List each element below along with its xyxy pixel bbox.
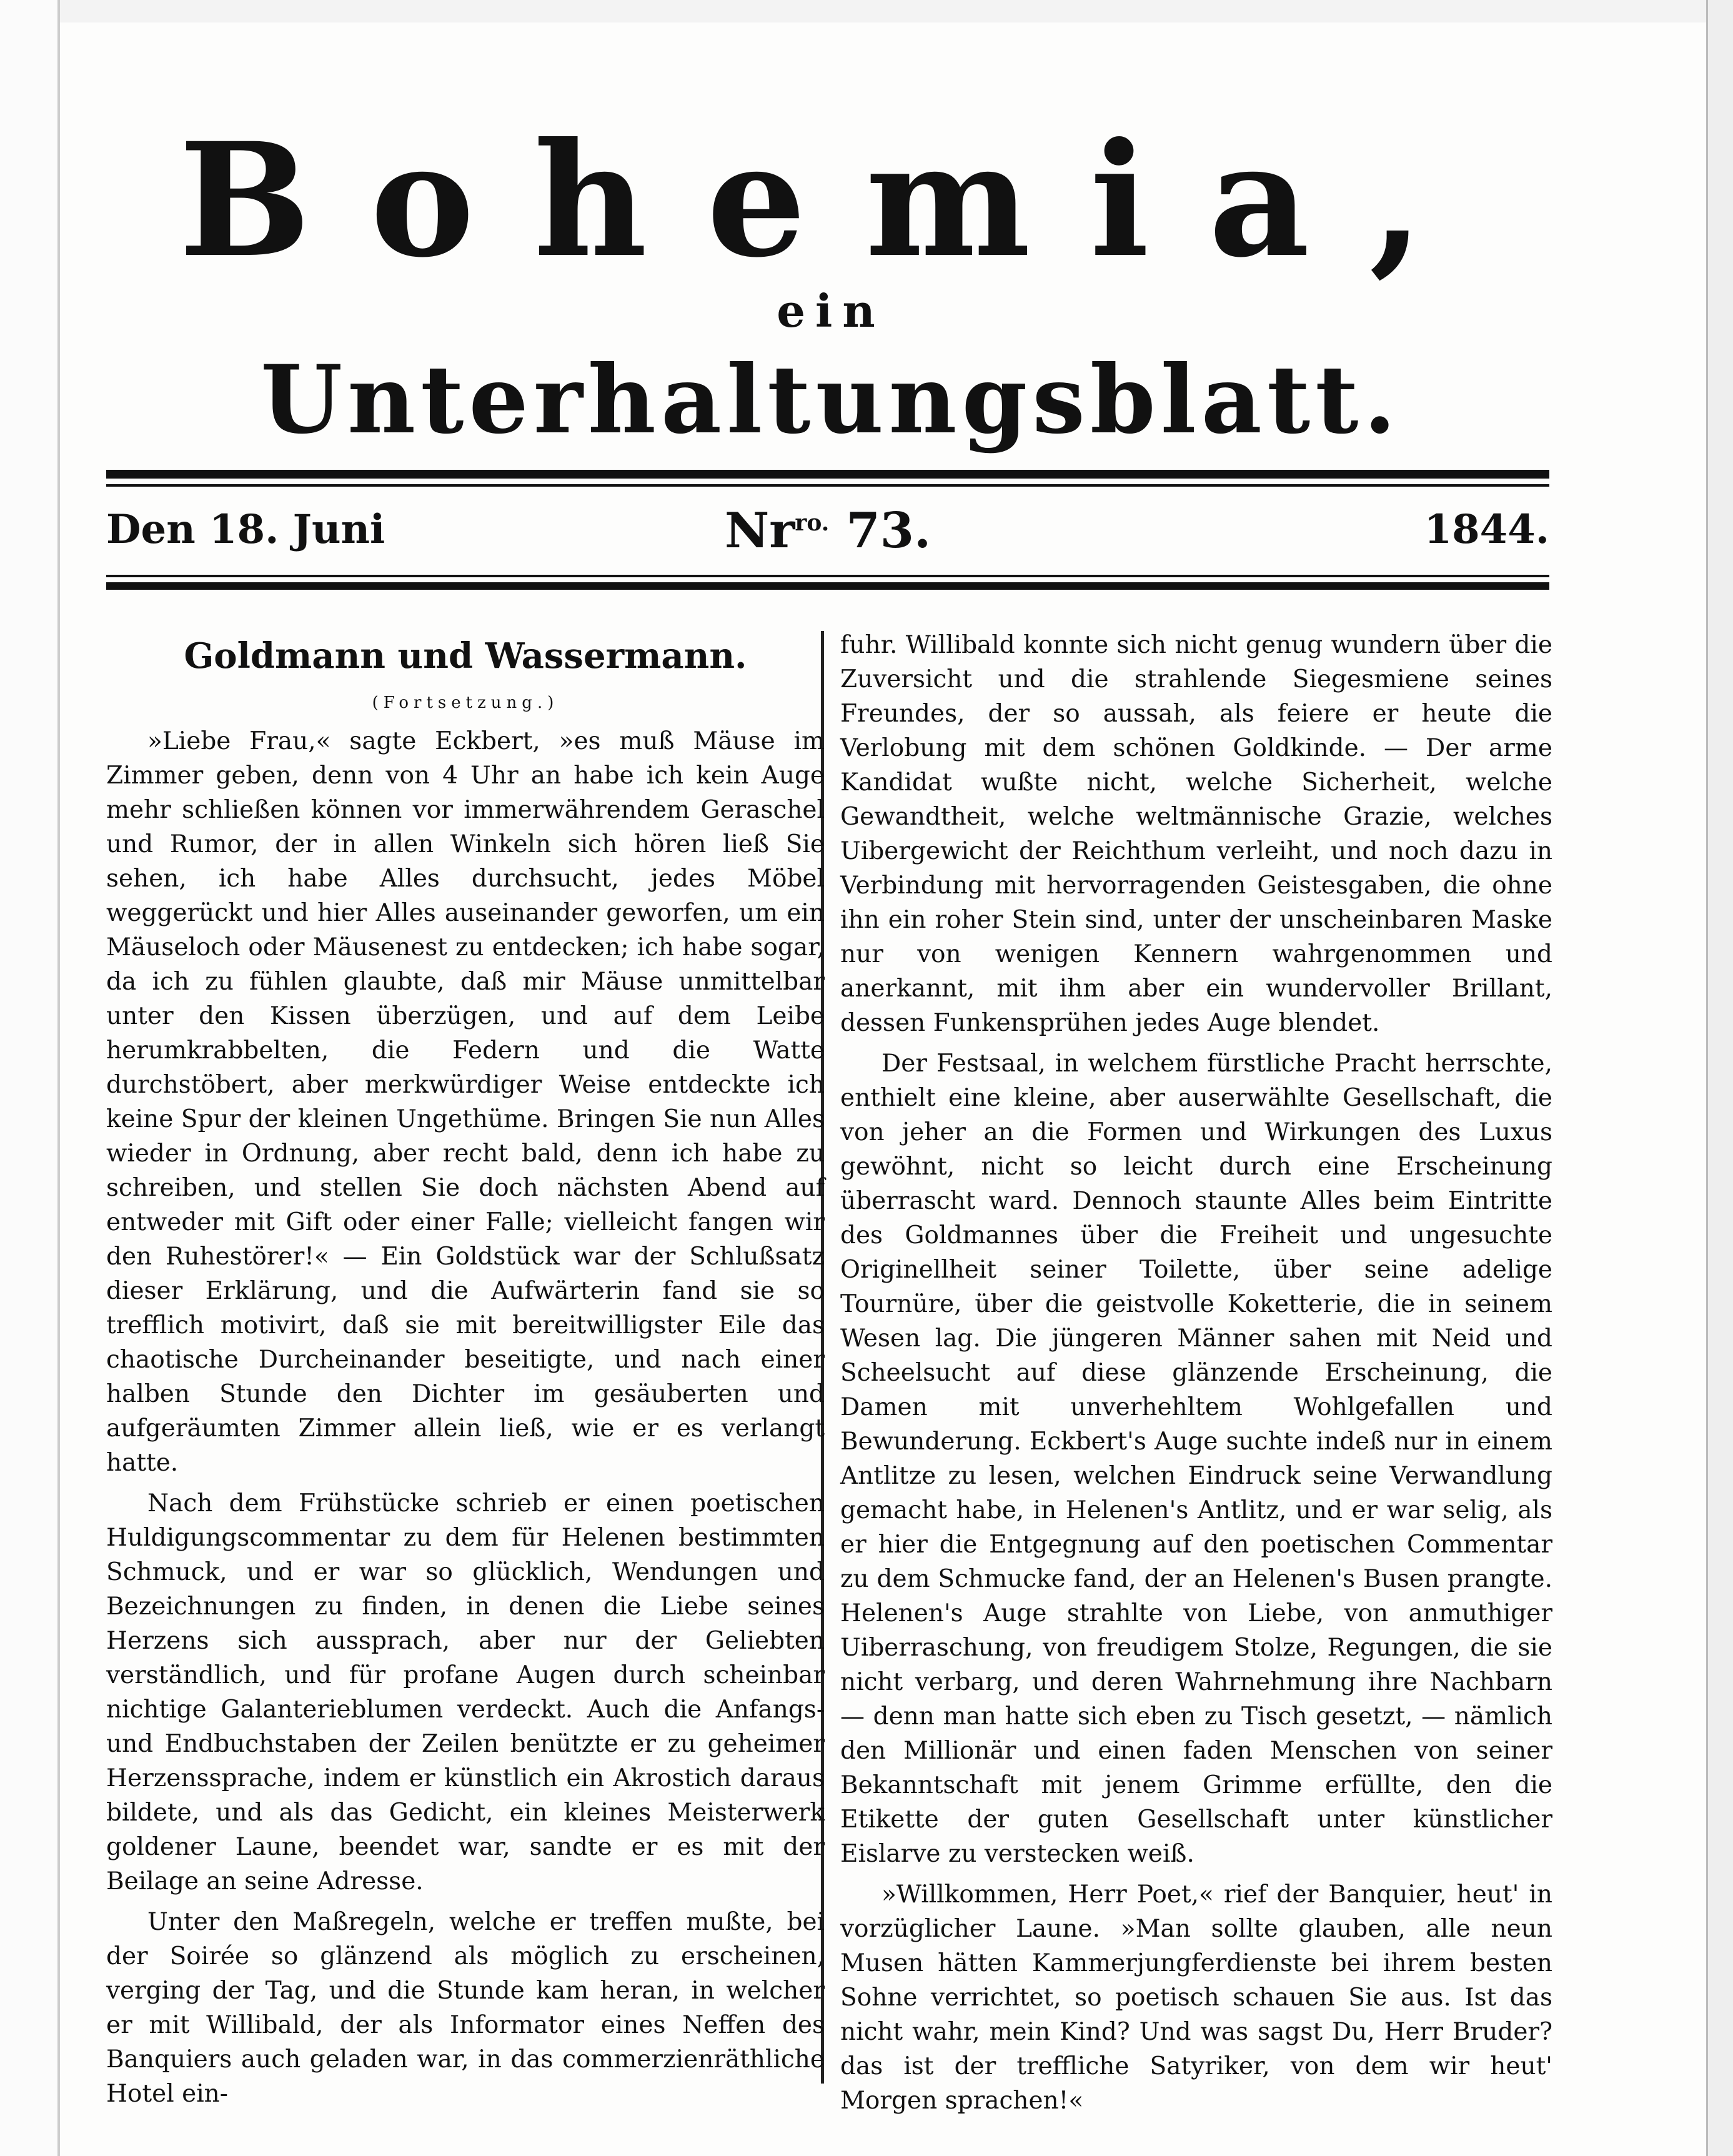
issue-number-value: 73. bbox=[846, 502, 931, 559]
issue-suffix: ro. bbox=[795, 510, 830, 536]
article-paragraph: »Willkommen, Herr Poet,« rief der Banquier, heut' in vorzüglicher Laune. »Man sollte glauben, alle neun Musen hätten Kammerjungferdienste bei ihrem besten Sohne verrichtet, so poetisch schauen Sie aus. Ist das nicht wahr, mein Kind? Und was sagst Du, Herr Bruder? das ist der treffliche Satyriker, von dem wir heut' Morgen sprachen!« bbox=[840, 1880, 1552, 2115]
masthead-rule-thick bbox=[106, 470, 1549, 479]
article-paragraph: Unter den Maßregeln, welche er treffen mußte, bei der Soirée so glänzend als möglich zu erscheinen, verging der Tag, und die Stunde kam heran, in welcher er mit Willibald, der als Informator eines Neffen des Banquiers auch geladen war, in das commerzienräthliche Hotel ein- bbox=[106, 1908, 825, 2108]
issue-number bbox=[725, 502, 931, 559]
dateline-rule-thick bbox=[106, 582, 1549, 590]
article-paragraph: Der Festsaal, in welchem fürstliche Pracht herrschte, enthielt eine kleine, aber auserwählte Gesellschaft, die von jeher an die Formen und Wirkungen des Luxus gewöhnt, nicht so leicht durch eine Erscheinung überrascht ward. Dennoch staunte Alles beim Eintritte des Goldmannes über die Freiheit und ungesuchte Originellheit seiner Toilette, über seine adelige Tournüre, über die geistvolle Koketterie, die in seinem Wesen lag. Die jüngeren Männer sahen mit Neid und Scheelsucht auf diese glänzende Erscheinung, die Damen mit unverhehltem Wohlgefallen und Bewunderung. Eckbert's Auge suchte indeß nur in einem Antlitze zu lesen, welchen Eindruck seine Verwandlung gemacht habe, in Helenen's Antlitz, und er war selig, als er hier die Entgegnung auf den poetischen Commentar zu dem Schmucke fand, der an Helenen's Busen prangte. Helenen's Auge strahlte von Liebe, von anmuthiger Uiberraschung, von freudigem Stolze, Regungen, die sie nicht verbarg, und deren Wahrnehmung ihre Nachbarn — denn man hatte sich eben zu Tisch gesetzt, — nämlich den Millionär und einen faden Menschen von seiner Bekanntschaft mit jenem Grimme erfüllte, den die Etikette der guten Gesellschaft unter künstlicher Eislarve zu verstecken weiß. bbox=[840, 1050, 1552, 1868]
article-title: Goldmann und Wassermann. bbox=[184, 635, 747, 677]
scan-top-edge bbox=[0, 0, 1733, 22]
article-continuation-note: (Fortsetzung.) bbox=[372, 693, 559, 712]
dateline-rule-thin bbox=[106, 575, 1549, 577]
right-column bbox=[840, 628, 1552, 2124]
article-paragraph: »Liebe Frau,« sagte Eckbert, »es muß Mäuse im Zimmer geben, denn von 4 Uhr an habe ich kein Auge mehr schließen können vor immerwährendem Geraschel und Rumor, der in allen Winkeln sich hören ließ Sie sehen, ich habe Alles durchsucht, jedes Möbel weggerückt und hier Alles auseinander geworfen, um ein Mäuseloch oder Mäusenest zu entdecken; ich habe sogar, da ich zu fühlen glaubte, daß mir Mäuse unmittelbar unter den Kissen überzügen, und auf dem Leibe herumkrabbelten, die Federn und die Watte durchstöbert, aber merkwürdiger Weise entdeckte ich keine Spur der kleinen Ungethüme. Bringen Sie nun Alles wieder in Ordnung, aber recht bald, denn ich habe zu schreiben, und stellen Sie doch nächsten Abend auf entweder mit Gift oder einer Falle; vielleicht fangen wir den Ruhestörer!« — Ein Goldstück war der Schlußsatz dieser Erklärung, und die Aufwärterin fand sie so trefflich motivirt, daß sie mit bereitwilligster Eile das chaotische Durcheinander beseitigte, und nach einer halben Stunde den Dichter im gesäuberten und aufgeräumten Zimmer allein ließ, wie er es verlangt hatte. bbox=[106, 727, 825, 1477]
newspaper-subtitle: Unterhaltungsblatt. bbox=[261, 345, 1401, 455]
masthead-rule-thin bbox=[106, 484, 1549, 487]
article-paragraph: Nach dem Frühstücke schrieb er einen poetischen Huldigungscommentar zu dem für Helenen bestimmten Schmuck, und er war so glücklich, Wendungen und Bezeichnungen zu finden, in denen die Liebe seines Herzens sich aussprach, aber nur der Geliebten verständlich, und für profane Augen durch scheinbar nichtige Galanterieblumen verdeckt. Auch die Anfangs- und Endbuchstaben der Zeilen benützte er zu geheimer Herzenssprache, indem er künstlich ein Akrostich daraus bildete, und als das Gedicht, ein kleines Meisterwerk goldener Laune, beendet war, sandte er es mit der Beilage an seine Adresse. bbox=[106, 1489, 825, 1895]
newspaper-title: Bohemia, bbox=[179, 108, 1483, 292]
article-paragraph: fuhr. Willibald konnte sich nicht genug wundern über die Zuversicht und die strahlende Siegesmiene seines Freundes, der so aussah, als feiere er heute die Verlobung mit dem schönen Goldkinde. — Der arme Kandidat wußte nicht, welche Sicherheit, welche Gewandtheit, welche weltmännische Grazie, welches Uibergewicht der Reichthum verleiht, und noch dazu in Verbindung mit hervorragenden Geistesgaben, die ohne ihn ein roher Stein sind, unter der unscheinbaren Maske nur von wenigen Kennern wahrgenommen und anerkannt, mit ihm aber ein wundervoller Brillant, dessen Funkensprühen jedes Auge blendet. bbox=[840, 631, 1552, 1037]
issue-year: 1844. bbox=[1424, 506, 1549, 553]
scan-left-edge bbox=[0, 0, 60, 2156]
issue-date: Den 18. Juni bbox=[106, 506, 385, 553]
scan-right-edge bbox=[1706, 0, 1733, 2156]
newspaper-title-connector: ein bbox=[777, 284, 885, 337]
left-column bbox=[106, 628, 825, 2117]
dateline bbox=[106, 502, 1549, 569]
issue-prefix: Nr bbox=[725, 502, 795, 559]
